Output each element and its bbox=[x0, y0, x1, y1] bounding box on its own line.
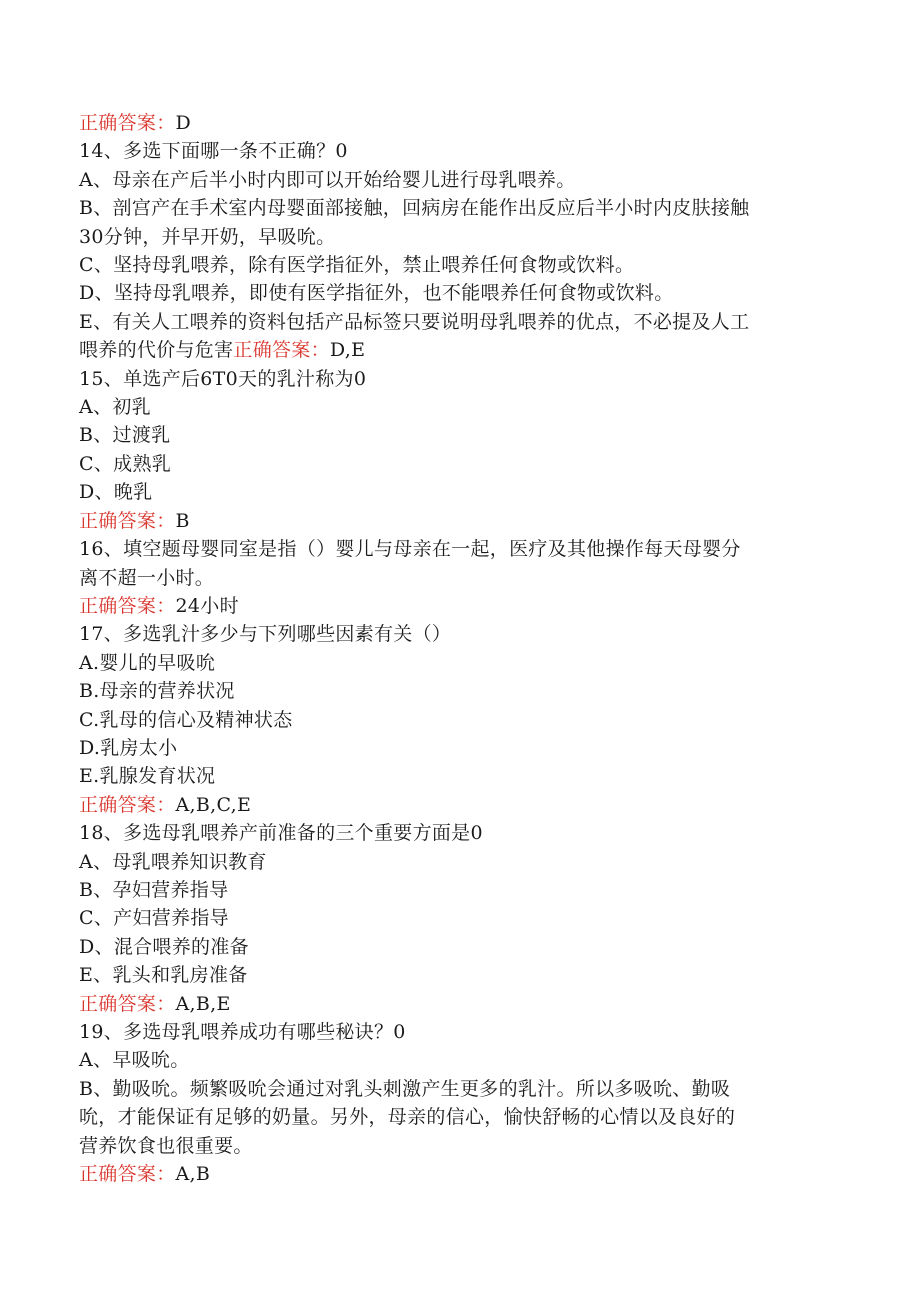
answer-line bbox=[79, 791, 839, 819]
option-line bbox=[79, 251, 839, 279]
answer-value: D,E bbox=[329, 339, 366, 362]
option-text: D、混合喂养的准备 bbox=[79, 935, 249, 958]
option-line bbox=[79, 933, 839, 961]
question-text: 15、单选产后6T0天的乳汁称为0 bbox=[79, 367, 367, 390]
option-line bbox=[79, 194, 839, 222]
option-line bbox=[79, 1075, 839, 1103]
answer-value: A,B bbox=[175, 1163, 211, 1186]
option-line bbox=[79, 478, 839, 506]
option-text: D.乳房太小 bbox=[79, 736, 178, 759]
option-text: B、孕妇营养指导 bbox=[79, 878, 229, 901]
option-line bbox=[79, 1046, 839, 1074]
option-line bbox=[79, 450, 839, 478]
question-line bbox=[79, 819, 839, 847]
option-line bbox=[79, 762, 839, 790]
option-line bbox=[79, 1132, 839, 1160]
answer-line bbox=[79, 109, 839, 137]
option-line bbox=[79, 166, 839, 194]
answer-value: D bbox=[175, 112, 192, 134]
answer-label: 正确答案： bbox=[79, 992, 176, 1015]
question-line bbox=[79, 137, 839, 165]
answer-value: A,B,C,E bbox=[175, 793, 252, 816]
question-text: 19、多选母乳喂养成功有哪些秘诀？0 bbox=[79, 1021, 406, 1043]
option-line bbox=[79, 223, 839, 251]
document-page bbox=[79, 109, 839, 1188]
question-line bbox=[79, 535, 839, 563]
option-line bbox=[79, 876, 839, 904]
option-line bbox=[79, 961, 839, 989]
question-line bbox=[79, 620, 839, 648]
question-line bbox=[79, 1018, 839, 1046]
option-text: C、产妇营养指导 bbox=[79, 907, 229, 930]
answer-label: 正确答案： bbox=[233, 339, 330, 362]
option-text: E、有关人工喂养的资料包括产品标签只要说明母乳喂养的优点，不必提及人工 bbox=[79, 310, 750, 333]
answer-line bbox=[79, 990, 839, 1018]
option-text: B.母亲的营养状况 bbox=[79, 680, 235, 703]
option-line bbox=[79, 1103, 839, 1131]
option-line bbox=[79, 308, 839, 336]
answer-value: A,B,E bbox=[175, 992, 231, 1015]
option-text: 30分钟，并早开奶，早吸吮。 bbox=[79, 225, 336, 248]
question-text: 17、多选乳汁多少与下列哪些因素有关（） bbox=[79, 623, 452, 646]
question-line bbox=[79, 365, 839, 393]
option-text: 吮，才能保证有足够的奶量。另外，母亲的信心，愉快舒畅的心情以及良好的 bbox=[79, 1106, 736, 1129]
answer-value: 24小时 bbox=[175, 594, 239, 617]
question-text: 离不超一小时。 bbox=[79, 566, 215, 589]
option-line bbox=[79, 677, 839, 705]
option-line bbox=[79, 848, 839, 876]
answer-line bbox=[79, 1160, 839, 1188]
option-text: E、乳头和乳房准备 bbox=[79, 964, 248, 987]
answer-label: 正确答案： bbox=[79, 509, 176, 532]
answer-line bbox=[79, 507, 839, 535]
option-text: C.乳母的信心及精神状态 bbox=[79, 708, 293, 731]
option-text: A.婴儿的早吸吮 bbox=[79, 651, 216, 674]
option-line bbox=[79, 279, 839, 307]
question-text: 14、多选下面哪一条不正确？0 bbox=[79, 140, 348, 163]
answer-value: B bbox=[175, 509, 190, 532]
option-text: A、母亲在产后半小时内即可以开始给婴儿进行母乳喂养。 bbox=[79, 168, 576, 191]
question-text: 16、填空题母婴同室是指（）婴儿与母亲在一起，医疗及其他操作每天母婴分 bbox=[79, 538, 741, 561]
option-line bbox=[79, 421, 839, 449]
option-text: D、晚乳 bbox=[79, 481, 153, 504]
answer-label: 正确答案： bbox=[79, 594, 176, 617]
answer-line bbox=[79, 592, 839, 620]
answer-label: 正确答案： bbox=[79, 793, 176, 816]
question-text: 18、多选母乳喂养产前准备的三个重要方面是0 bbox=[79, 822, 483, 845]
option-text: B、勤吸吮。频繁吸吮会通过对乳头刺激产生更多的乳汁。所以多吸吮、勤吸 bbox=[79, 1077, 731, 1100]
option-text: B、过渡乳 bbox=[79, 424, 171, 447]
option-line bbox=[79, 734, 839, 762]
option-line bbox=[79, 336, 839, 364]
option-text: C、坚持母乳喂养，除有医学指征外，禁止喂养任何食物或饮料。 bbox=[79, 254, 635, 277]
option-text: 营养饮食也很重要。 bbox=[79, 1134, 253, 1157]
option-text: 喂养的代价与危害 bbox=[79, 339, 234, 362]
option-text: A、母乳喂养知识教育 bbox=[79, 850, 267, 873]
option-line bbox=[79, 393, 839, 421]
answer-label: 正确答案： bbox=[79, 112, 176, 134]
option-line bbox=[79, 904, 839, 932]
question-line bbox=[79, 564, 839, 592]
option-text: D、坚持母乳喂养，即使有医学指征外，也不能喂养任何食物或饮料。 bbox=[79, 282, 674, 305]
option-text: B、剖宫产在手术室内母婴面部接触，回病房在能作出反应后半小时内皮肤接触 bbox=[79, 197, 750, 220]
option-line bbox=[79, 649, 839, 677]
answer-label: 正确答案： bbox=[79, 1163, 176, 1186]
option-text: A、早吸吮。 bbox=[79, 1049, 190, 1072]
option-line bbox=[79, 706, 839, 734]
option-text: C、成熟乳 bbox=[79, 452, 172, 475]
option-text: A、初乳 bbox=[79, 396, 151, 419]
option-text: E.乳腺发育状况 bbox=[79, 765, 216, 788]
